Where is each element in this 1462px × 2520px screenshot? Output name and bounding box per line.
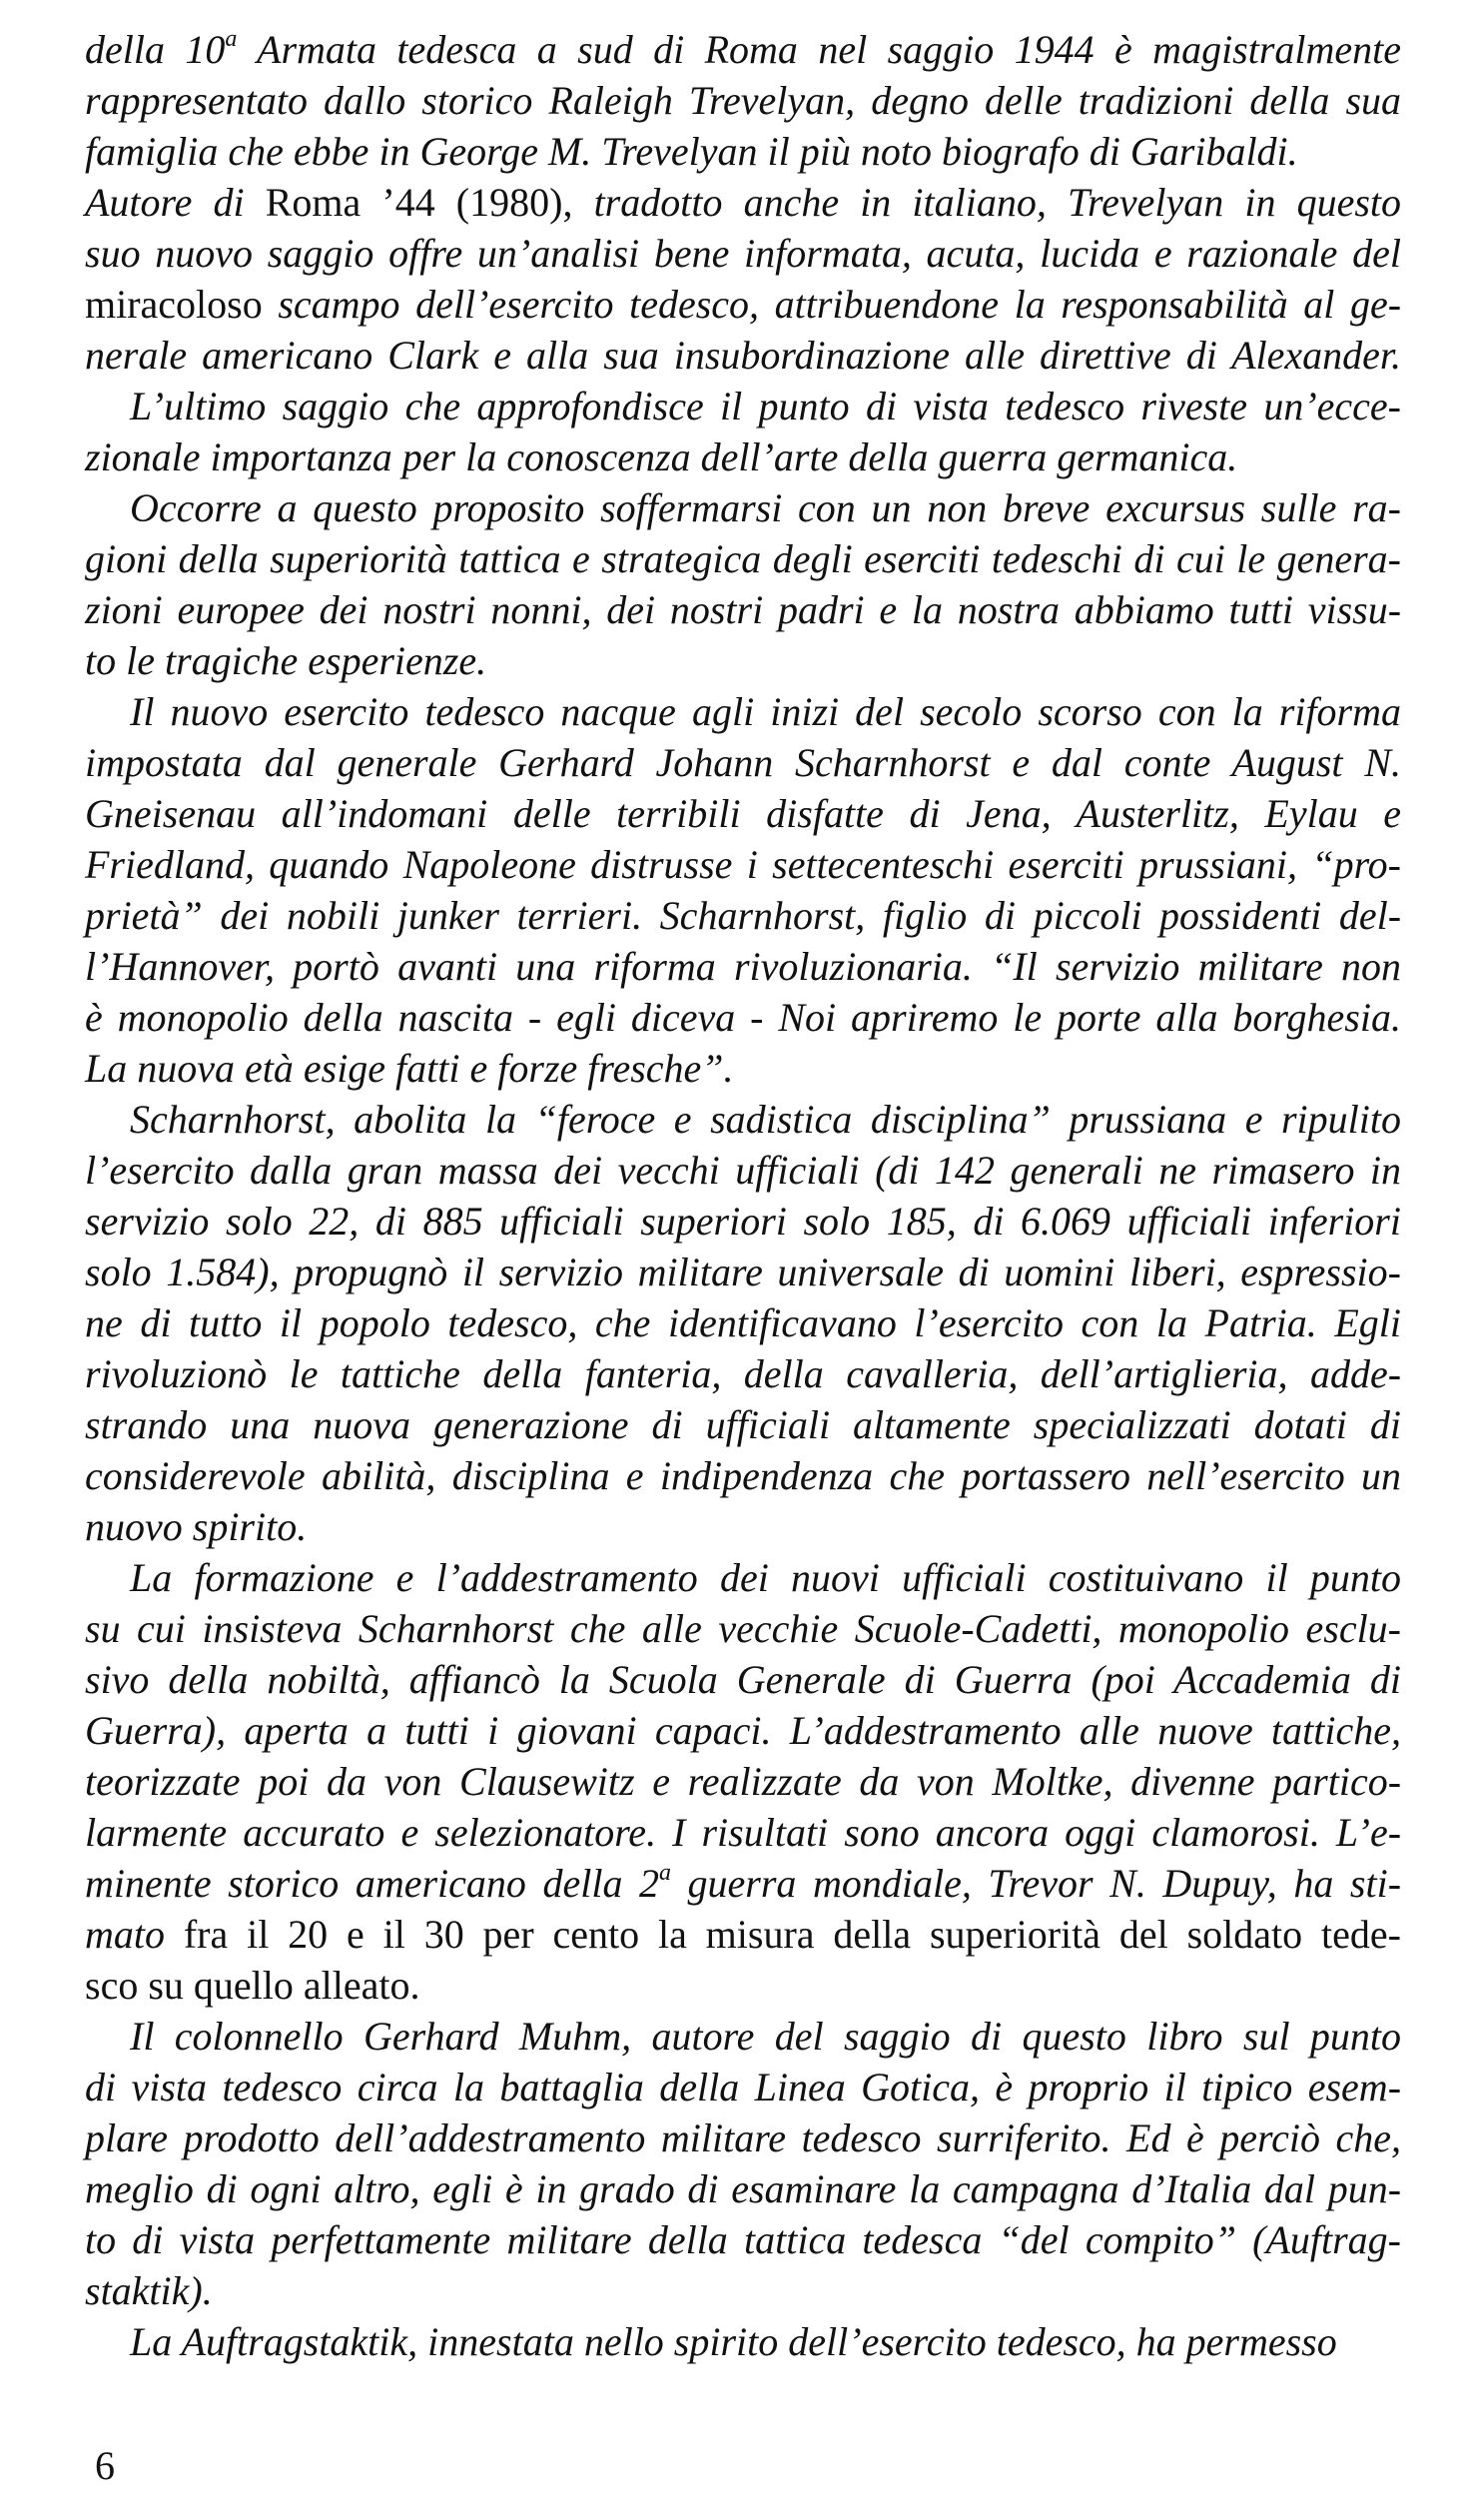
italic-text-span: impostata dal generale Gerhard Johann Scharnhorst e dal conte August N. bbox=[85, 740, 1401, 785]
italic-text-span: to le tragiche esperienze. bbox=[85, 638, 487, 683]
italic-text-span: tradotto anche in italiano, Trevelyan in questo bbox=[593, 180, 1401, 225]
text-line bbox=[85, 1348, 1401, 1399]
text-line-content bbox=[85, 126, 1298, 177]
text-line-content bbox=[85, 1858, 1401, 1909]
italic-text-span: rappresentato dallo storico Raleigh Trevelyan, degno delle tradizioni della sua bbox=[85, 78, 1402, 123]
text-line-content bbox=[85, 2214, 1401, 2265]
text-line bbox=[85, 2163, 1401, 2214]
text-line bbox=[85, 1960, 1401, 2011]
text-line bbox=[85, 1297, 1401, 1348]
text-line bbox=[85, 431, 1401, 482]
italic-text-span: staktik). bbox=[85, 2268, 213, 2313]
text-line-content bbox=[130, 2316, 1337, 2367]
text-line-content bbox=[85, 1450, 1401, 1501]
text-line-content bbox=[85, 330, 1401, 381]
text-line bbox=[85, 2316, 1401, 2367]
text-line bbox=[85, 635, 1401, 686]
text-line-content bbox=[85, 1501, 307, 1552]
italic-text-span: Guerra), aperta a tutti i giovani capaci. L’addestramento alle nuove tattiche, bbox=[85, 1708, 1401, 1753]
text-line-content bbox=[85, 584, 1401, 635]
text-line-content bbox=[85, 635, 486, 686]
text-line-content bbox=[130, 686, 1401, 737]
text-line-content bbox=[85, 2062, 1401, 2112]
text-line-content bbox=[85, 1043, 734, 1094]
text-line-content bbox=[85, 1399, 1401, 1450]
text-line bbox=[85, 381, 1401, 431]
italic-text-span: Il colonnello Gerhard Muhm, autore del saggio di questo libro sul punto bbox=[130, 2014, 1402, 2059]
text-line-content bbox=[85, 788, 1401, 839]
text-line bbox=[85, 228, 1401, 279]
text-line-content bbox=[130, 2011, 1401, 2062]
text-line-content bbox=[85, 279, 1401, 330]
italic-text-span: L’ultimo saggio che approfondisce il punto di vista tedesco riveste un’ecce- bbox=[130, 384, 1401, 428]
superscript-text: a bbox=[659, 1860, 671, 1887]
text-line-content bbox=[85, 1297, 1401, 1348]
text-line bbox=[85, 177, 1401, 228]
italic-text-span: prietà” dei nobili junker terrieri. Scharnhorst, figlio di piccoli possidenti del- bbox=[85, 893, 1402, 938]
text-line bbox=[85, 24, 1401, 75]
text-line bbox=[85, 941, 1401, 992]
text-line-content bbox=[85, 1756, 1401, 1807]
italic-text-span: mato bbox=[85, 1912, 184, 1957]
italic-text-span: zionale importanza per la conoscenza dell’arte della guerra germanica. bbox=[85, 434, 1238, 479]
italic-text-span: teorizzate poi da von Clausewitz e realizzate da von Moltke, divenne partico- bbox=[85, 1759, 1402, 1804]
superscript-text: a bbox=[225, 26, 238, 53]
text-line bbox=[85, 482, 1401, 533]
text-line-content bbox=[85, 2163, 1401, 2214]
text-line-content bbox=[85, 1247, 1401, 1297]
roman-text-span: miracoloso bbox=[85, 282, 279, 327]
italic-text-span: zioni europee dei nostri nonni, dei nostri padri e la nostra abbiamo tutti vissu- bbox=[85, 587, 1402, 632]
italic-text-span: meglio di ogni altro, egli è in grado di esaminare la campagna d’Italia dal pun- bbox=[85, 2166, 1402, 2211]
italic-text-span: ne di tutto il popolo tedesco, che identificavano l’esercito con la Patria. Egli bbox=[85, 1300, 1401, 1345]
italic-text-span: della 10 bbox=[85, 27, 226, 72]
text-line-content bbox=[85, 75, 1401, 126]
text-line-content bbox=[85, 431, 1237, 482]
page-text-body bbox=[85, 24, 1401, 2367]
text-line-content bbox=[130, 1094, 1401, 1145]
text-line bbox=[85, 1094, 1401, 1145]
text-line bbox=[85, 1603, 1401, 1654]
text-line bbox=[85, 126, 1401, 177]
text-line bbox=[85, 1705, 1401, 1756]
page-number: 6 bbox=[95, 2443, 115, 2488]
text-line bbox=[85, 330, 1401, 381]
text-line bbox=[85, 1807, 1401, 1858]
roman-text-span: fra il 20 e il 30 per cento la misura della superiorità del soldato tede- bbox=[183, 1912, 1401, 1957]
text-line-content bbox=[85, 737, 1401, 788]
text-line-content bbox=[85, 1348, 1401, 1399]
italic-text-span: considerevole abilità, disciplina e indipendenza che portassero nell’esercito un bbox=[85, 1453, 1401, 1498]
text-line bbox=[85, 1247, 1401, 1297]
text-line bbox=[85, 2214, 1401, 2265]
text-line-content bbox=[85, 228, 1401, 279]
text-line-content bbox=[85, 24, 1401, 75]
text-line bbox=[85, 1858, 1401, 1909]
italic-text-span: La nuova età esige fatti e forze fresche”. bbox=[85, 1046, 734, 1091]
italic-text-span: to di vista perfettamente militare della tattica tedesca “del compito” (Auftrag- bbox=[85, 2217, 1401, 2262]
italic-text-span: Scharnhorst, abolita la “feroce e sadistica disciplina” prussiana e ripulito bbox=[130, 1097, 1401, 1142]
italic-text-span: è monopolio della nascita - egli diceva - Noi apriremo le porte alla borghesia. bbox=[85, 995, 1401, 1040]
text-line-content bbox=[85, 839, 1401, 890]
italic-text-span: servizio solo 22, di 885 ufficiali superiori solo 185, di 6.069 ufficiali inferiori bbox=[85, 1199, 1401, 1244]
text-line-content bbox=[130, 1552, 1401, 1603]
italic-text-span: di vista tedesco circa la battaglia della Linea Gotica, è proprio il tipico esem- bbox=[85, 2065, 1402, 2109]
italic-text-span: sivo della nobiltà, affiancò la Scuola Generale di Guerra (poi Accademia di bbox=[85, 1657, 1401, 1702]
text-line-content bbox=[85, 1654, 1401, 1705]
text-line bbox=[85, 1145, 1401, 1196]
text-line-content bbox=[85, 1196, 1401, 1247]
text-line-content bbox=[85, 1807, 1401, 1858]
italic-text-span: rivoluzionò le tattiche della fanteria, della cavalleria, dell’artiglieria, adde- bbox=[85, 1351, 1402, 1396]
italic-text-span: plare prodotto dell’addestramento militare tedesco surriferito. Ed è perciò che, bbox=[85, 2115, 1401, 2160]
italic-text-span: Occorre a questo proposito soffermarsi con un non breve excursus sulle ra- bbox=[130, 485, 1401, 530]
text-line bbox=[85, 890, 1401, 941]
italic-text-span: Armata tedesca a sud di Roma nel saggio 1944 è magistralmente bbox=[237, 27, 1402, 72]
italic-text-span: solo 1.584), propugnò il servizio militare universale di uomini liberi, espressio- bbox=[85, 1250, 1401, 1294]
text-line-content bbox=[85, 890, 1401, 941]
italic-text-span: suo nuovo saggio offre un’analisi bene informata, acuta, lucida e razionale del bbox=[85, 231, 1401, 276]
text-line-content bbox=[85, 2265, 213, 2316]
text-line bbox=[85, 992, 1401, 1043]
italic-text-span: l’esercito dalla gran massa dei vecchi ufficiali (di 142 generali ne rimasero in bbox=[85, 1148, 1402, 1193]
text-line bbox=[85, 1909, 1401, 1960]
italic-text-span: Friedland, quando Napoleone distrusse i settecenteschi eserciti prussiani, “pro- bbox=[85, 842, 1401, 887]
italic-text-span: minente storico americano della 2 bbox=[85, 1861, 659, 1906]
italic-text-span: Il nuovo esercito tedesco nacque agli inizi del secolo scorso con la riforma bbox=[130, 689, 1402, 734]
text-line bbox=[85, 737, 1401, 788]
italic-text-span: guerra mondiale, Trevor N. Dupuy, ha sti- bbox=[671, 1861, 1402, 1906]
text-line bbox=[85, 788, 1401, 839]
text-line-content bbox=[85, 992, 1401, 1043]
text-line bbox=[85, 2011, 1401, 2062]
text-line-content bbox=[85, 1603, 1401, 1654]
text-line bbox=[85, 279, 1401, 330]
italic-text-span: strando una nuova generazione di ufficiali altamente specializzati dotati di bbox=[85, 1402, 1402, 1447]
italic-text-span: La formazione e l’addestramento dei nuovi ufficiali costituivano il punto bbox=[130, 1555, 1402, 1600]
italic-text-span: scampo dell’esercito tedesco, attribuendone la responsabilità al ge- bbox=[278, 282, 1402, 327]
italic-text-span: Autore di bbox=[85, 180, 266, 225]
text-line bbox=[85, 1756, 1401, 1807]
text-line bbox=[85, 1399, 1401, 1450]
text-line-content bbox=[85, 533, 1401, 584]
text-line bbox=[85, 1552, 1401, 1603]
italic-text-span: nuovo spirito. bbox=[85, 1504, 308, 1549]
roman-text-span: Roma ’44 (1980), bbox=[265, 180, 594, 225]
text-line-content bbox=[85, 1145, 1401, 1196]
text-line-content bbox=[85, 1705, 1401, 1756]
text-line bbox=[85, 1501, 1401, 1552]
italic-text-span: l’Hannover, portò avanti una riforma rivoluzionaria. “Il servizio militare non bbox=[85, 944, 1402, 989]
text-line bbox=[85, 839, 1401, 890]
text-line bbox=[85, 2112, 1401, 2163]
text-line-content bbox=[85, 941, 1401, 992]
text-line-content bbox=[85, 1960, 419, 2011]
text-line bbox=[85, 1043, 1401, 1094]
text-line-content bbox=[85, 1909, 1401, 1960]
text-line bbox=[85, 1654, 1401, 1705]
text-line bbox=[85, 584, 1401, 635]
text-line bbox=[85, 1450, 1401, 1501]
italic-text-span: famiglia che ebbe in George M. Trevelyan il più noto biografo di Garibaldi. bbox=[85, 129, 1298, 174]
text-line-content bbox=[85, 177, 1401, 228]
text-line bbox=[85, 75, 1401, 126]
italic-text-span: La Auftragstaktik, innestata nello spirito dell’esercito tedesco, ha permesso bbox=[130, 2319, 1337, 2364]
text-line bbox=[85, 533, 1401, 584]
italic-text-span: larmente accurato e selezionatore. I risultati sono ancora oggi clamorosi. L’e- bbox=[85, 1810, 1402, 1855]
text-line bbox=[85, 2265, 1401, 2316]
italic-text-span: su cui insisteva Scharnhorst che alle vecchie Scuole-Cadetti, monopolio esclu- bbox=[85, 1606, 1402, 1651]
italic-text-span: gioni della superiorità tattica e strategica degli eserciti tedeschi di cui le genera- bbox=[85, 536, 1401, 581]
text-line bbox=[85, 1196, 1401, 1247]
text-line-content bbox=[130, 381, 1401, 431]
text-line bbox=[85, 686, 1401, 737]
roman-text-span: sco su quello alleato. bbox=[85, 1963, 420, 2008]
text-line-content bbox=[130, 482, 1401, 533]
italic-text-span: Gneisenau all’indomani delle terribili disfatte di Jena, Austerlitz, Eylau e bbox=[85, 791, 1402, 836]
text-line bbox=[85, 2062, 1401, 2112]
italic-text-span: nerale americano Clark e alla sua insubordinazione alle direttive di Alexander. bbox=[85, 333, 1402, 378]
text-line-content bbox=[85, 2112, 1401, 2163]
